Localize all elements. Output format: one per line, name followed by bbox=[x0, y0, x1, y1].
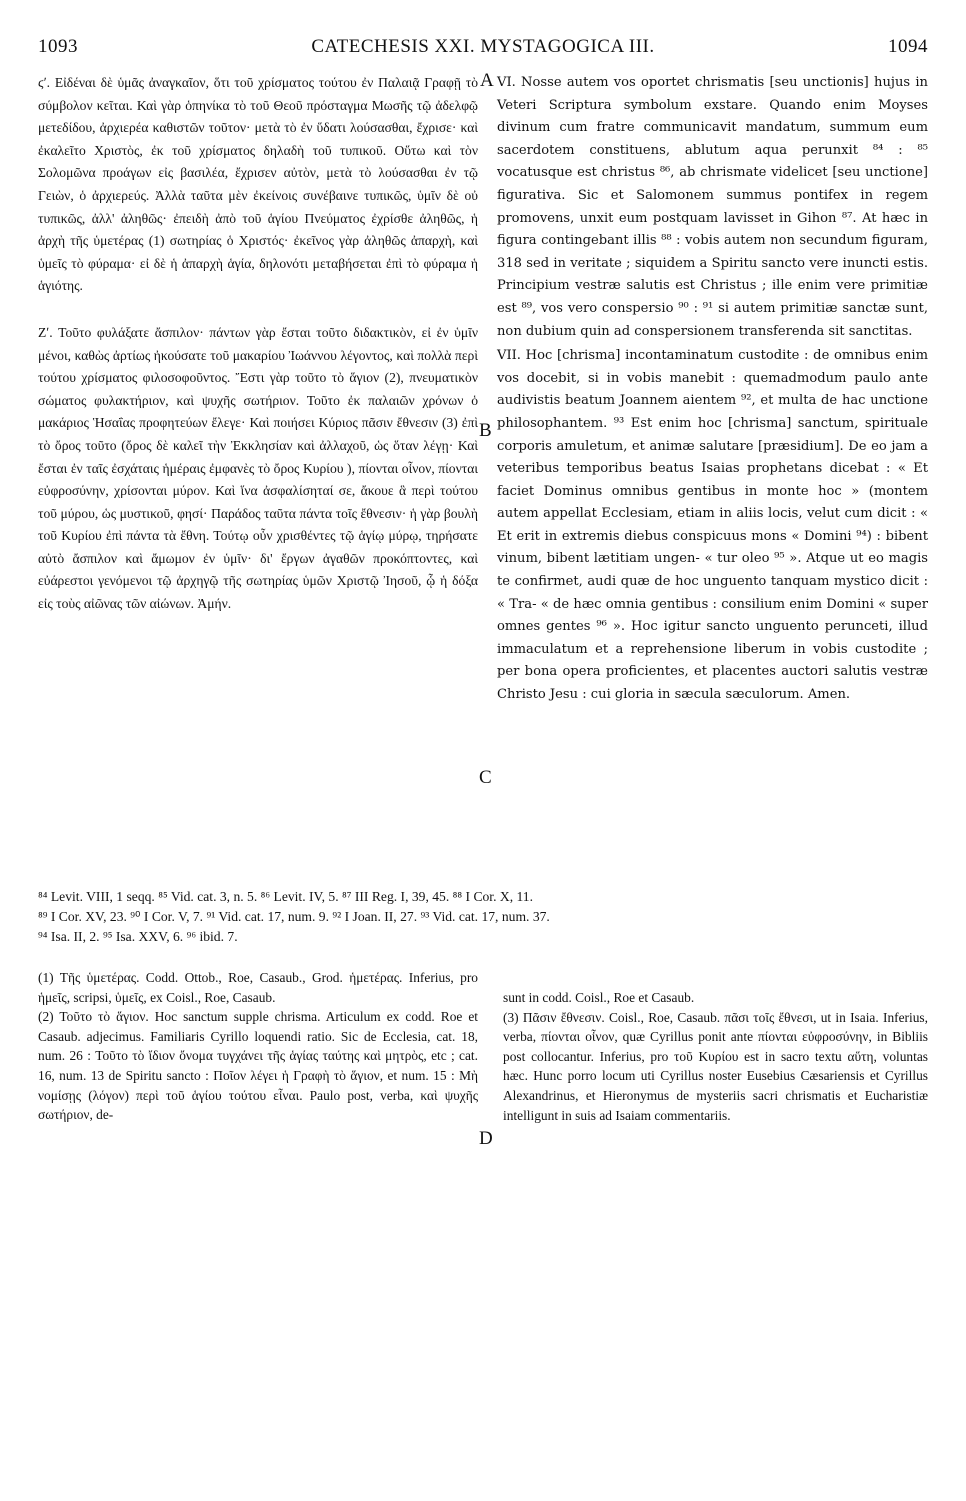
greek-column bbox=[38, 72, 478, 616]
margin-letter-a: A bbox=[480, 70, 494, 91]
citation-line: ⁸⁹ I Cor. XV, 23. ⁹⁰ I Cor. V, 7. ⁹¹ Vid. cat. 17, num. 9. ⁹² I Joan. II, 27. ⁹³ Vid. cat. 17, num. 37. bbox=[38, 908, 550, 924]
footnote: (1) Τῆς ὑμετέρας. Codd. Ottob., Roe, Casaub., Grod. ἡμετέρας. Inferius, pro ἡμεῖς, scripsi, ὑμεῖς, ex Coisl., Roe, Casaub. bbox=[38, 970, 478, 1005]
page-number-right: 1094 bbox=[888, 36, 928, 57]
citation-notes bbox=[38, 887, 928, 946]
footnote: sunt in codd. Coisl., Roe et Casaub. bbox=[503, 990, 695, 1005]
footnotes-right bbox=[503, 988, 928, 1125]
footnote: (3) Πᾶσιν ἔθνεσιν. Coisl., Roe, Casaub. πᾶσι τοῖς ἔθνεσι, ut in Isaia. Inferius, verba, πίονται οἶνον, quæ Cyrillus ponit ante πίονται εὐφροσύνην, in Bibliis post collocantur. Inferius, pro τοῦ Κυρίου est in sacro textu αὕτη, voluntas hæc. Hunc porro locum uti Cyrillus noster Eusebius Cæsariensis et Cyrillus Alexandrinus, et Hieronymus de mysteriis sacri chrismatis et Eucharistiæ intelligunt in suis ad Isaiam commentariis. bbox=[503, 1009, 928, 1123]
citation-line: ⁹⁴ Isa. II, 2. ⁹⁵ Isa. XXV, 6. ⁹⁶ ibid. 7. bbox=[38, 928, 238, 944]
margin-letter-d: D bbox=[479, 1128, 493, 1149]
latin-paragraph-vii: VII. Hoc [chrisma] incontaminatum custodite : de omnibus enim vos docebit, si in vobis manebit : quemadmodum paulo ante audivistis beatum Joannem aientem ⁹², et multa de hac unctione philosophantem. ⁹³ Est enim hoc [chrisma] sanctum, spirituale corporis amuletum, et animæ salutare [præsidium]. De eo jam a veteribus temporibus beatus Isaias prophetans dicebat : « Et faciet Dominus omnibus gentibus in monte hoc » (montem autem appellat Ecclesiam, etiam in aliis locis, velut cum dicit : « Et erit in extremis diebus conspicuus mons « Domini ⁹⁴) : bibent vinum, bibent lætitiam ungen- « tur oleo ⁹⁵ ». Atque ut eo magis te confirmet, audi quæ de hoc unguento tanquam mystico dicit : « Tra- « de hæc omnia gentibus : consilium enim Domini « super omnes gentes ⁹⁶ ». Hoc igitur sancto unguento perunceti, illud immaculatum et a reprehensione liberum in vobis custodite ; per bona opera proficientes, et placentes auctori salutis vestræ Christo Jesu : cui gloria in sæcula sæculorum. Amen. bbox=[497, 348, 928, 703]
running-title: CATECHESIS XXI. MYSTAGOGICA III. bbox=[311, 36, 655, 57]
greek-paragraph-vii: Ζʹ. Τοῦτο φυλάξατε ἄσπιλον· πάντων γὰρ ἔσται τοῦτο διδακτικὸν, εἰ ἐν ὑμῖν μένοι, καθὼς ἀρτίως ἠκούσατε τοῦ μακαρίου Ἰωάννου λέγοντος, καὶ πολλὰ περὶ τούτου χρίσματος φιλοσοφοῦντος. Ἔστι γὰρ τοῦτο τὸ ἅγιον (2), πνευματικὸν σώματος φυλακτήριον, καὶ ψυχῆς σωτήριον. Τοῦτο ἐκ παλαιῶν χρόνων ὁ μακάριος Ἡσαΐας προφητεύων ἔλεγε· Καὶ ποιήσει Κύριος πᾶσιν ἔθνεσιν (3) ἐπὶ τὸ ὄρος τοῦτο (ὄρος δὲ καλεῖ τὴν Ἐκκλησίαν καὶ ἀλλαχοῦ, ὡς ὅταν λέγῃ· Καὶ ἔσται ἐν ταῖς ἐσχάταις ἡμέραις ἐμφανὲς τὸ ὄρος Κυρίου ), πίονται οἶνον, πίονται εὐφροσύνην, χρίσονται μύρον. Καὶ ἵνα ἀσφαλίσηταί σε, ἄκουε ἃ περὶ τούτου τοῦ μύρου, ὡς μυστικοῦ, φησί· Παράδος ταῦτα πάντα τοῖς ἔθνεσιν· ἡ γὰρ βουλὴ τοῦ Κυρίου ἐπὶ πάντα τὰ ἔθνη. Τούτῳ οὖν χρισθέντες τῷ ἁγίῳ μύρῳ, τηρήσατε αὐτὸ ἄσπιλον καὶ ἄμωμον ἐν ὑμῖν· δι' ἔργων ἀγαθῶν προκόπτοντες, καὶ εὐάρεστοι γενόμενοι τῷ ἀρχηγῷ τῆς σωτηρίας ὑμῶν Χριστῷ Ἰησοῦ, ᾧ ἡ δόξα εἰς τοὺς αἰῶνας τῶν αἰώνων. Ἀμήν. bbox=[38, 324, 478, 612]
latin-column bbox=[497, 72, 928, 707]
latin-paragraph-vi: VI. Nosse autem vos oportet chrismatis [seu unctionis] hujus in Veteri Scriptura symbolum exstare. Quando enim Moyses divinum cum fratre communicavit mandatum, summum eum sacerdotem constituens, ablutum aqua perunxit ⁸⁴ : ⁸⁵ vocatusque est christus ⁸⁶, ab chrismate videlicet [seu unctione] figurativa. Sic et Salomonem summus pontifex in regem promovens, unxit eum postquam lavisset in Gihon ⁸⁷. At hæc in figura contingebant illis ⁸⁸ : vobis autem non secundum figuram, 318 sed in veritate ; siquidem a Spiritu sancto vere inuncti estis. Principium vestræ salutis est Christus ; ille enim vere primitiæ est ⁸⁹, vos vero conspersio ⁹⁰ : ⁹¹ si autem primitiæ sanctæ sunt, non dubium quin ad conspersionem transferenda sit sanctitas. bbox=[497, 75, 928, 339]
page-number-left: 1093 bbox=[38, 36, 78, 57]
footnote: (2) Τοῦτο τὸ ἅγιον. Hoc sanctum supple chrisma. Articulum ex codd. Roe et Casaub. adjecimus. Familiaris Cyrillo loquendi ratio. Sic de Ecclesia, cat. 18, num. 26 : Τοῦτο τὸ ἴδιον ὄνομα τυγχάνει τῆς ἁγίας ταύτης καὶ μητρὸς, etc ; cat. 16, num. 13 de Spiritu sancto : Ποῖον λέγει ἡ Γραφὴ τὸ ἅγιον, et num. 15 : Μὴ νομίσῃς (λόγον) περὶ τοῦ ἁγίου τούτου εἶναι. Paulo post, verba, καὶ ψυχῆς σωτήριον, de- bbox=[38, 1009, 478, 1123]
citation-line: ⁸⁴ Levit. VIII, 1 seqq. ⁸⁵ Vid. cat. 3, n. 5. ⁸⁶ Levit. IV, 5. ⁸⁷ III Reg. I, 39, 45. ⁸⁸ I Cor. X, 11. bbox=[38, 889, 533, 904]
margin-letter-c: C bbox=[479, 767, 492, 788]
margin-letter-b: B bbox=[479, 420, 492, 441]
footnotes-left bbox=[38, 968, 478, 1125]
greek-paragraph-vi: ϛʹ. Εἰδέναι δὲ ὑμᾶς ἀναγκαῖον, ὅτι τοῦ χρίσματος τούτου ἐν Παλαιᾷ Γραφῇ τὸ σύμβολον κεῖται. Καὶ γὰρ ὁπηνίκα τὸ τοῦ Θεοῦ πρόσταγμα Μωσῆς τῷ ἀδελφῷ μετεδίδου, ἀρχιερέα καθιστῶν τοῦτον· μετὰ τὸ ἐν ὕδατι λούσασθαι, ἔχρισε· καὶ ἐκαλεῖτο Χριστὸς, ἐκ τοῦ χρίσματος δηλαδὴ τοῦ τυπικοῦ. Οὕτω καὶ τὸν Σολομῶνα προάγων εἰς βασιλέα, ἔχρισεν αὐτὸν, μετὰ τὸ λούσασθαι ἐν τῷ Γειὼν, ὁ ἀρχιερεύς. Ἀλλὰ ταῦτα μὲν ἐκείνοις συνέβαινε τυπικῶς, ὑμῖν δὲ οὐ τυπικῶς, ἀλλ' ἀληθῶς· ἐπειδὴ ἀπὸ τοῦ ἁγίου Πνεύματος ἐχρίσθε ἀληθῶς, ἡ ἀρχὴ τῆς ὑμετέρας (1) σωτηρίας ὁ Χριστός· ἐκεῖνος γὰρ ἀληθῶς ἀπαρχὴ, καὶ ὑμεῖς τὸ φύραμα· εἰ δὲ ἡ ἀπαρχὴ ἁγία, δηλονότι μεταβήσεται ἐπὶ τὸ φύραμα ἡ ἁγιότης. bbox=[38, 75, 478, 294]
running-header bbox=[38, 36, 928, 64]
